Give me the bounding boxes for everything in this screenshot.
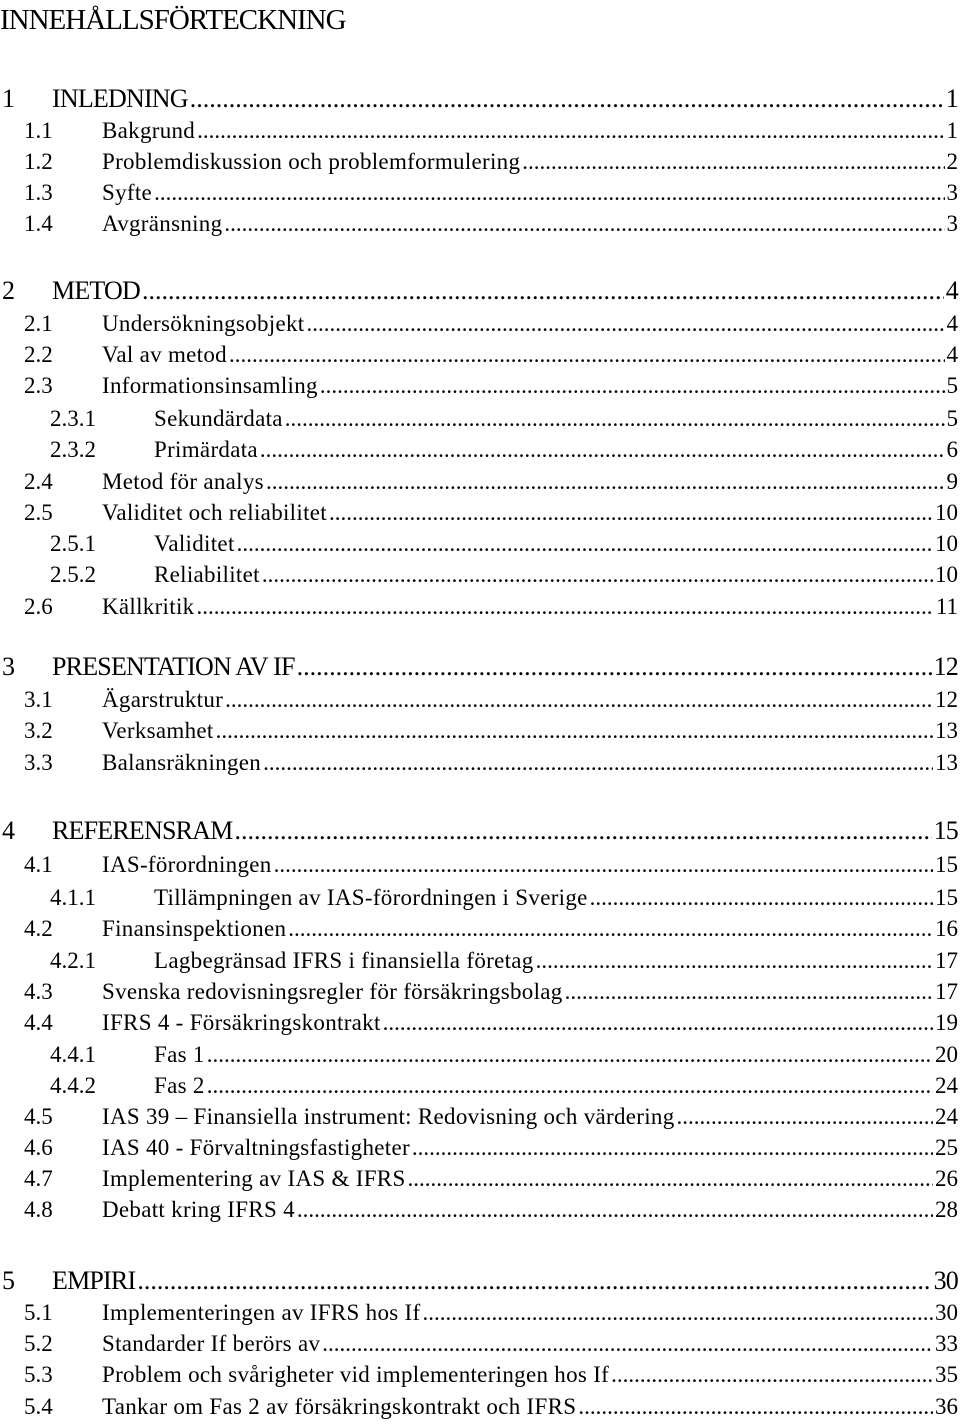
toc-dot-leader (142, 274, 944, 308)
toc-dot-leader (306, 309, 944, 339)
toc-entry-page-number: 15 (935, 852, 958, 877)
toc-entry-page-number: 10 (935, 531, 958, 556)
toc-entry-page-number: 17 (935, 948, 958, 973)
toc-entry-title: Validitet (154, 531, 235, 556)
toc-entry-title: IAS 40 - Förvaltningsfastigheter (102, 1135, 410, 1160)
toc-entry-page-number: 17 (935, 979, 958, 1004)
toc-entry-page-number: 13 (935, 718, 958, 743)
toc-dot-leader (260, 435, 945, 465)
toc-dot-leader (262, 560, 933, 590)
toc-dot-leader (274, 850, 933, 880)
toc-entry-number: 1.3 (24, 180, 53, 205)
toc-entry-title: Reliabilitet (154, 562, 260, 587)
toc-entry-title: IFRS 4 - Försäkringskontrakt (102, 1010, 381, 1035)
toc-entry-number: 4.2 (24, 916, 53, 941)
toc-entry[interactable] (0, 1133, 960, 1163)
toc-dot-leader (408, 1164, 933, 1194)
toc-entry[interactable] (0, 814, 960, 848)
toc-entry-number: 2.6 (24, 594, 53, 619)
toc-entry-page-number: 3 (946, 180, 958, 205)
toc-entry[interactable] (0, 1164, 960, 1194)
toc-entry[interactable] (0, 467, 960, 497)
toc-entry-page-number: 9 (946, 469, 958, 494)
toc-dot-leader (190, 82, 944, 116)
toc-entry-page-number: 35 (935, 1362, 958, 1387)
toc-entry[interactable] (0, 592, 960, 622)
toc-entry[interactable] (0, 748, 960, 778)
toc-entry-page-number: 10 (935, 562, 958, 587)
toc-entry-number: 5.3 (24, 1362, 53, 1387)
toc-entry-title: Avgränsning (102, 211, 223, 236)
toc-entry-number: 4.4 (24, 1010, 53, 1035)
toc-entry-page-number: 30 (933, 1266, 958, 1295)
toc-entry-title: Undersökningsobjekt (102, 311, 305, 336)
toc-entry-page-number: 24 (935, 1104, 958, 1129)
toc-entry-title: Validitet och reliabilitet (102, 500, 327, 525)
toc-dot-leader (196, 592, 933, 622)
toc-entry-number: 2.3.1 (50, 406, 96, 431)
toc-entry-title: Balansräkningen (102, 750, 262, 775)
toc-entry-number: 5.2 (24, 1331, 53, 1356)
toc-entry[interactable] (0, 529, 960, 559)
toc-entry-number: 2.5 (24, 500, 53, 525)
toc-entry-page-number: 1 (946, 118, 958, 143)
toc-entry-title: Källkritik (102, 594, 195, 619)
toc-entry-title: REFERENSRAM (52, 816, 233, 845)
toc-entry[interactable] (0, 1071, 960, 1101)
toc-entry-page-number: 26 (935, 1166, 958, 1191)
toc-entry-title: Implementering av IAS & IFRS (102, 1166, 406, 1191)
toc-entry-number: 5.1 (24, 1300, 53, 1325)
toc-entry-number: 3.3 (24, 750, 53, 775)
toc-entry-number: 4.2.1 (50, 948, 96, 973)
toc-entry[interactable] (0, 1040, 960, 1070)
toc-entry-number: 1.4 (24, 211, 53, 236)
toc-entry[interactable] (0, 685, 960, 715)
toc-entry[interactable] (0, 1264, 960, 1298)
toc-entry[interactable] (0, 340, 960, 370)
toc-entry[interactable] (0, 883, 960, 913)
toc-entry-number: 4.4.1 (50, 1042, 96, 1067)
toc-entry-page-number: 10 (935, 500, 958, 525)
toc-entry-page-number: 25 (935, 1135, 958, 1160)
toc-entry-number: 1.2 (24, 149, 53, 174)
toc-entry[interactable] (0, 1392, 960, 1422)
toc-dot-leader (137, 1264, 931, 1298)
toc-entry-number: 4.3 (24, 979, 53, 1004)
toc-entry[interactable] (0, 1008, 960, 1038)
toc-entry[interactable] (0, 435, 960, 465)
toc-entry-title: Fas 2 (154, 1073, 205, 1098)
toc-entry-title: METOD (52, 276, 140, 305)
toc-entry[interactable] (0, 716, 960, 746)
toc-entry-page-number: 12 (933, 652, 958, 681)
toc-entry-title: Syfte (102, 180, 153, 205)
toc-entry-title: PRESENTATION AV IF (52, 652, 295, 681)
toc-dot-leader (288, 914, 933, 944)
toc-dot-leader (224, 209, 944, 239)
toc-entry[interactable] (0, 850, 960, 880)
toc-entry-title: Verksamhet (102, 718, 214, 743)
toc-entry[interactable] (0, 147, 960, 177)
toc-entry[interactable] (0, 1298, 960, 1328)
toc-dot-leader (329, 498, 933, 528)
toc-entry-title: Bakgrund (102, 118, 196, 143)
toc-dot-leader (412, 1133, 933, 1163)
toc-dot-leader (578, 1392, 933, 1422)
toc-dot-leader (590, 883, 933, 913)
toc-entry-number: 1 (2, 84, 15, 113)
toc-dot-leader (322, 1329, 933, 1359)
toc-entry-title: Svenska redovisningsregler för försäkringsbolag (102, 979, 563, 1004)
toc-entry-page-number: 13 (935, 750, 958, 775)
toc-entry-number: 2.3 (24, 373, 53, 398)
toc-entry-title: Tillämpningen av IAS-förordningen i Sverige (154, 885, 588, 910)
toc-dot-leader (234, 814, 931, 848)
toc-entry-title: IAS 39 – Finansiella instrument: Redovisning och värdering (102, 1104, 675, 1129)
toc-entry-title: Tankar om Fas 2 av försäkringskontrakt och IFRS (102, 1394, 577, 1419)
toc-entry-page-number: 5 (946, 406, 958, 431)
toc-dot-leader (297, 650, 932, 684)
toc-entry-title: Lagbegränsad IFRS i finansiella företag (154, 948, 534, 973)
toc-entry-page-number: 12 (935, 687, 958, 712)
toc-entry-page-number: 2 (946, 149, 958, 174)
toc-dot-leader (422, 1298, 933, 1328)
toc-entry-number: 2.2 (24, 342, 53, 367)
toc-entry[interactable] (0, 1360, 960, 1390)
toc-entry-title: Metod för analys (102, 469, 264, 494)
toc-entry[interactable] (0, 1195, 960, 1225)
toc-entry-page-number: 11 (935, 594, 958, 619)
toc-entry-page-number: 24 (935, 1073, 958, 1098)
toc-entry-number: 1.1 (24, 118, 53, 143)
toc-entry-page-number: 30 (935, 1300, 958, 1325)
toc-entry-title: Problem och svårigheter vid implementeringen hos If (102, 1362, 610, 1387)
toc-dot-leader (565, 977, 933, 1007)
toc-dot-leader (611, 1360, 933, 1390)
toc-dot-leader (229, 340, 945, 370)
toc-entry-title: Problemdiskussion och problemformulering (102, 149, 521, 174)
toc-dot-leader (225, 685, 933, 715)
toc-entry-number: 2.4 (24, 469, 53, 494)
toc-dot-leader (263, 748, 933, 778)
toc-entry[interactable] (0, 650, 960, 684)
toc-dot-leader (383, 1008, 933, 1038)
toc-entry-title: Standarder If berörs av (102, 1331, 321, 1356)
toc-entry-number: 4.7 (24, 1166, 53, 1191)
toc-entry-page-number: 15 (935, 885, 958, 910)
toc-entry-number: 4.6 (24, 1135, 53, 1160)
toc-dot-leader (197, 116, 944, 146)
page-title: INNEHÅLLSFÖRTECKNING (0, 4, 346, 36)
toc-entry-number: 3.1 (24, 687, 53, 712)
toc-entry-number: 2.5.2 (50, 562, 96, 587)
toc-entry-page-number: 6 (946, 437, 958, 462)
toc-entry[interactable] (0, 371, 960, 401)
toc-entry[interactable] (0, 82, 960, 116)
toc-entry-page-number: 1 (945, 84, 958, 113)
toc-entry[interactable] (0, 309, 960, 339)
toc-entry-number: 5.4 (24, 1394, 53, 1419)
toc-entry-title: Val av metod (102, 342, 227, 367)
toc-entry-page-number: 33 (935, 1331, 958, 1356)
toc-entry-number: 3.2 (24, 718, 53, 743)
toc-entry[interactable] (0, 1329, 960, 1359)
toc-entry-page-number: 19 (935, 1010, 958, 1035)
toc-entry-number: 3 (2, 652, 15, 681)
toc-dot-leader (216, 716, 933, 746)
toc-entry-title: Sekundärdata (154, 406, 283, 431)
toc-entry-number: 4.5 (24, 1104, 53, 1129)
toc-entry-page-number: 28 (935, 1197, 958, 1222)
toc-entry-page-number: 4 (946, 311, 958, 336)
toc-entry-title: Informationsinsamling (102, 373, 318, 398)
toc-entry-page-number: 16 (935, 916, 958, 941)
toc-entry-title: INLEDNING (52, 84, 188, 113)
toc-entry-title: Fas 1 (154, 1042, 205, 1067)
toc-entry-page-number: 4 (946, 342, 958, 367)
toc-entry-number: 2.5.1 (50, 531, 96, 556)
toc-entry[interactable] (0, 209, 960, 239)
toc-dot-leader (320, 371, 945, 401)
toc-dot-leader (536, 946, 933, 976)
toc-entry-title: EMPIRI (52, 1266, 136, 1295)
toc-entry-title: Primärdata (154, 437, 258, 462)
toc-entry[interactable] (0, 946, 960, 976)
toc-entry-title: Ägarstruktur (102, 687, 224, 712)
toc-entry-number: 4.8 (24, 1197, 53, 1222)
toc-entry[interactable] (0, 498, 960, 528)
toc-dot-leader (266, 467, 945, 497)
toc-dot-leader (677, 1102, 933, 1132)
toc-entry-number: 2 (2, 276, 15, 305)
toc-entry-number: 2.1 (24, 311, 53, 336)
toc-entry-title: IAS-förordningen (102, 852, 272, 877)
toc-entry[interactable] (0, 977, 960, 1007)
toc-dot-leader (285, 404, 945, 434)
toc-dot-leader (154, 178, 944, 208)
toc-entry-number: 4 (2, 816, 15, 845)
toc-entry-number: 4.1 (24, 852, 53, 877)
toc-entry[interactable] (0, 560, 960, 590)
toc-entry-page-number: 4 (945, 276, 958, 305)
toc-entry-title: Finansinspektionen (102, 916, 287, 941)
toc-entry-page-number: 3 (946, 211, 958, 236)
toc-entry-page-number: 5 (946, 373, 958, 398)
toc-dot-leader (207, 1071, 933, 1101)
toc-entry[interactable] (0, 274, 960, 308)
toc-dot-leader (207, 1040, 933, 1070)
toc-entry[interactable] (0, 116, 960, 146)
toc-entry-title: Debatt kring IFRS 4 (102, 1197, 295, 1222)
toc-entry-number: 2.3.2 (50, 437, 96, 462)
toc-dot-leader (297, 1195, 933, 1225)
toc-entry-page-number: 15 (933, 816, 958, 845)
toc-entry-title: Implementeringen av IFRS hos If (102, 1300, 421, 1325)
toc-entry[interactable] (0, 914, 960, 944)
toc-entry-number: 5 (2, 1266, 15, 1295)
toc-entry[interactable] (0, 404, 960, 434)
toc-dot-leader (522, 147, 944, 177)
toc-entry[interactable] (0, 1102, 960, 1132)
toc-entry-number: 4.4.2 (50, 1073, 96, 1098)
toc-entry-number: 4.1.1 (50, 885, 96, 910)
toc-entry[interactable] (0, 178, 960, 208)
toc-entry-page-number: 36 (935, 1394, 958, 1419)
toc-entry-page-number: 20 (935, 1042, 958, 1067)
toc-dot-leader (237, 529, 933, 559)
